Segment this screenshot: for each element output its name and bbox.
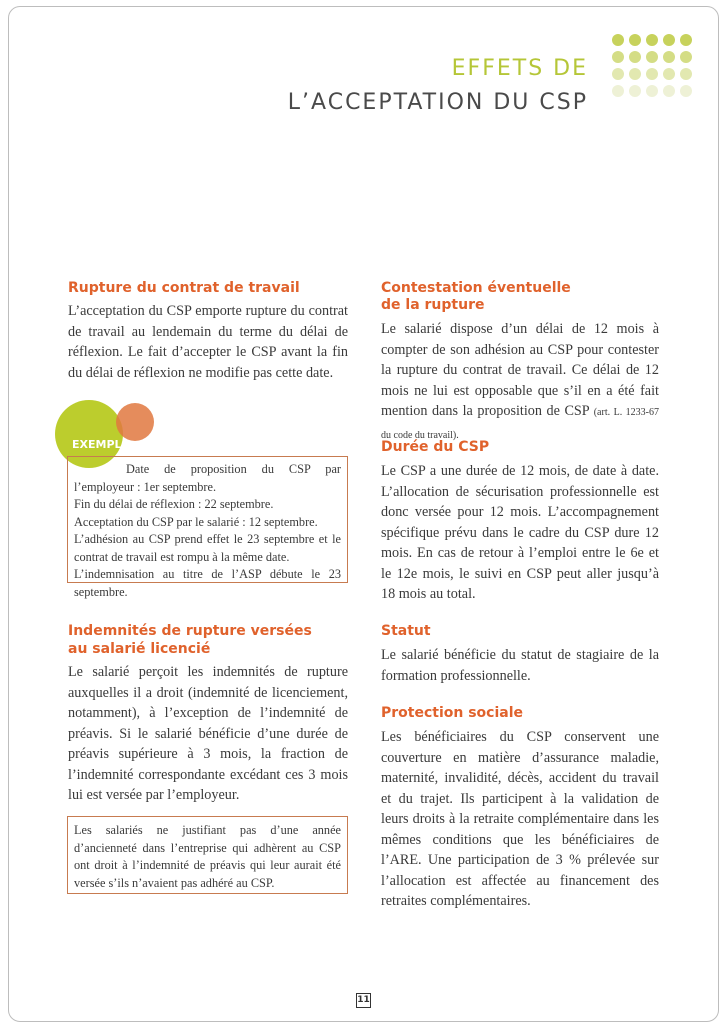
section-text-protection: Les bénéficiaires du CSP conservent une couverture en matière d’assurance maladie, maternité, invalidité, décès, accident du travail et du trajet. Ils participent à la validation de leurs droits à la retraite complémentaire dans les mêmes conditions que les bénéficiaires de l’ARE. Une participation de 3 % prélevée sur l’allocation est affectée au financement des retraites complémentaires. — [381, 729, 659, 909]
decorative-dot — [680, 68, 692, 80]
decorative-dot — [680, 51, 692, 63]
decorative-dot — [646, 68, 658, 80]
section-title-indemnites-2: au salarié licencié — [68, 641, 211, 657]
section-text-indemnites: Le salarié perçoit les indemnités de rupture auxquelles il a droit (indemnité de licenciement, notamment), à l’exception de l’indemnité de préavis. Si le salarié bénéficie d’une durée de préavis supérieure à 3 mois, la fraction de l’indemnité correspondante excédant ces 3 mois lui est versée par l’employeur. — [68, 664, 348, 803]
section-text-duree: Le CSP a une durée de 12 mois, de date à date. L’allocation de sécurisation professionnelle est donc versée pour 12 mois. L’accompagnement spécifique prévu dans le cadre du CSP dure 12 mois. En cas de retour à l’emploi entre le 6e et le 12e mois, le suivi en CSP peut aller jusqu’à 18 mois au total. — [381, 463, 659, 602]
section-title-contestation-1: Contestation éventuelle — [381, 280, 571, 296]
decorative-dot — [629, 85, 641, 97]
legal-reference: (art. L. 1233-67 du code du travail). — [381, 407, 660, 441]
decorative-dot — [646, 51, 658, 63]
decorative-dot — [663, 34, 675, 46]
exemple-line: L’adhésion au CSP prend effet le 23 septembre et le contrat de travail est rompu à la même date. — [74, 532, 341, 564]
decorative-dot — [612, 34, 624, 46]
section-title-protection: Protection sociale — [381, 705, 524, 721]
section-title-rupture: Rupture du contrat de travail — [68, 280, 300, 296]
decorative-dot — [646, 34, 658, 46]
decorative-dot — [663, 85, 675, 97]
section-text-contestation — [381, 319, 659, 446]
exemple-label: EXEMPLE — [72, 438, 130, 451]
decorative-dot — [612, 68, 624, 80]
decorative-dot — [612, 51, 624, 63]
section-text-rupture: L’acceptation du CSP emporte rupture du contrat de travail au lendemain du terme du délai de réflexion. Le fait d’accepter le CSP avant la fin du délai de réflexion ne modifie pas cette date. — [68, 303, 348, 381]
decorative-dot — [612, 85, 624, 97]
exemple-line: Acceptation du CSP par le salarié : 12 septembre. — [74, 514, 318, 529]
contestation-body: Le salarié dispose d’un délai de 12 mois à compter de son adhésion au CSP pour contester la rupture du contrat de travail. Ce délai de 12 mois ne lui est opposable que s’il en a été fait mention dans la proposition de CSP — [381, 321, 659, 419]
note-box — [67, 816, 348, 894]
section-title-indemnites-1: Indemnités de rupture versées — [68, 623, 312, 639]
exemple-badge-accent — [116, 403, 154, 441]
decorative-dot — [663, 51, 675, 63]
section-title-duree: Durée du CSP — [381, 439, 490, 455]
section-title-statut: Statut — [381, 623, 431, 639]
note-text: Les salariés ne justifiant pas d’une année d’ancienneté dans l’entreprise qui adhèrent au CSP ont droit à l’indemnité de préavis qui leur aurait été versée s’ils n’avaient pas adhéré au CSP. — [74, 823, 341, 890]
decorative-dot — [629, 34, 641, 46]
exemple-line: L’indemnisation au titre de l’ASP débute le 23 septembre. — [74, 567, 341, 599]
decorative-dot — [629, 51, 641, 63]
exemple-box — [67, 456, 348, 599]
page-title-line2: L’ACCEPTATION DU CSP — [287, 90, 588, 115]
page-number: 11 — [356, 993, 371, 1008]
decorative-dot — [680, 34, 692, 46]
decorative-dot — [646, 85, 658, 97]
page-title-line1: EFFETS DE — [451, 56, 588, 81]
decorative-dot — [629, 68, 641, 80]
exemple-line: Fin du délai de réflexion : 22 septembre. — [74, 497, 274, 511]
decorative-dot — [680, 85, 692, 97]
decorative-dot — [663, 68, 675, 80]
exemple-line: Date de proposition du CSP par l’employeur : 1er septembre. — [74, 462, 341, 494]
section-text-statut: Le salarié bénéficie du statut de stagiaire de la formation professionnelle. — [381, 647, 659, 684]
section-title-contestation-2: de la rupture — [381, 297, 485, 313]
